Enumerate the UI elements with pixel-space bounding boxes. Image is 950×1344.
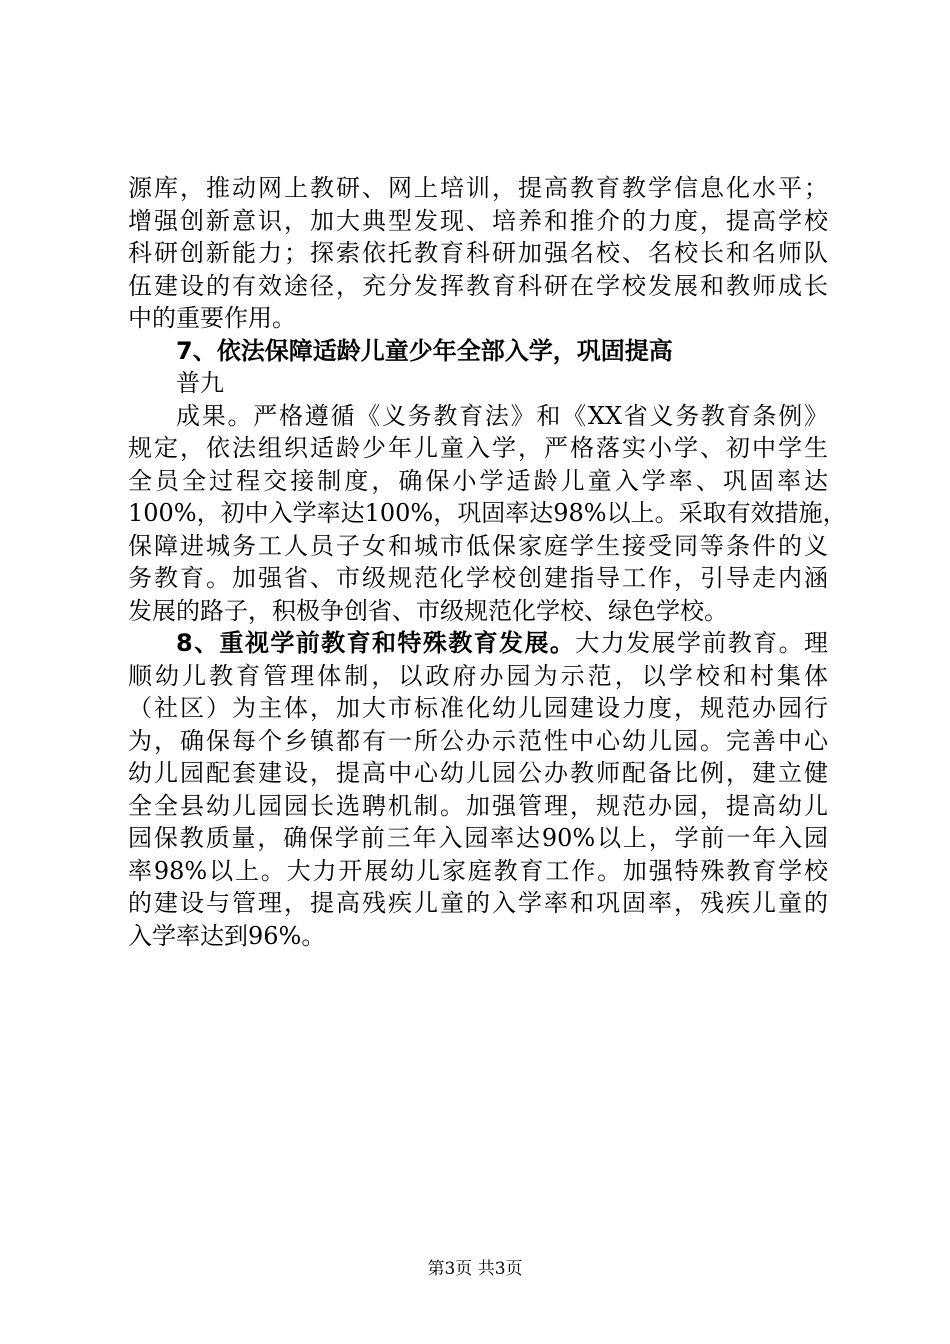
section-8-first-line: [128, 627, 828, 660]
text-line: 源库，推动网上教研、网上培训，提高教育教学信息化水平；: [128, 174, 828, 202]
text-line: 的建设与管理，提高残疾儿童的入学率和巩固率，残疾儿童的: [128, 889, 828, 917]
section-heading-7-continuation: 普九: [176, 369, 224, 397]
text-line: 入学率达到96%。: [128, 921, 326, 950]
text-line: 100%，初中入学率达100%，巩固率达98%以上。采取有效措施，: [128, 499, 847, 527]
text-line: 中的重要作用。: [128, 304, 296, 332]
text-line: 率98%以上。大力开展幼儿家庭教育工作。加强特殊教育学校: [128, 856, 828, 885]
page-footer: 第3页 共3页: [427, 1259, 523, 1279]
text-line: 务教育。加强省、市级规范化学校创建指导工作，引导走内涵: [128, 564, 828, 592]
body-text: [128, 172, 847, 952]
section-heading-8: 8、重视学前教育和特殊教育发展。: [176, 629, 576, 657]
text-line: 科研创新能力；探索依托教育科研加强名校、名校长和名师队: [128, 239, 828, 267]
text-line: （社区）为主体，加大市标准化幼儿园建设力度，规范办园行: [128, 694, 828, 722]
section-heading-7: 7、依法保障适龄儿童少年全部入学，巩固提高: [176, 336, 673, 365]
text-line: 规定，依法组织适龄少年儿童入学，严格落实小学、初中学生: [128, 434, 828, 462]
text-line: 全员全过程交接制度，确保小学适龄儿童入学率、巩固率达: [128, 466, 828, 495]
text-line: 伍建设的有效途径，充分发挥教育科研在学校发展和教师成长: [128, 271, 828, 300]
text-line: 发展的路子，积极争创省、市级规范化学校、绿色学校。: [128, 596, 728, 625]
text-fragment: 大力发展学前教育。理: [575, 629, 829, 657]
text-line: 为，确保每个乡镇都有一所公办示范性中心幼儿园。完善中心: [128, 726, 828, 755]
text-line: 成果。严格遵循《义务教育法》和《XX省义务教育条例》: [176, 401, 828, 430]
text-line: 保障进城务工人员子女和城市低保家庭学生接受同等条件的义: [128, 531, 828, 560]
text-line: 幼儿园配套建设，提高中心幼儿园公办教师配备比例，建立健: [128, 759, 828, 787]
text-line: 全全县幼儿园园长选聘机制。加强管理，规范办园，提高幼儿: [128, 791, 828, 820]
text-line: 园保教质量，确保学前三年入园率达90%以上，学前一年入园: [128, 824, 828, 852]
text-line: 顺幼儿教育管理体制，以政府办园为示范，以学校和村集体: [128, 661, 828, 690]
text-line: 增强创新意识，加大典型发现、培养和推介的力度，提高学校: [128, 206, 828, 235]
